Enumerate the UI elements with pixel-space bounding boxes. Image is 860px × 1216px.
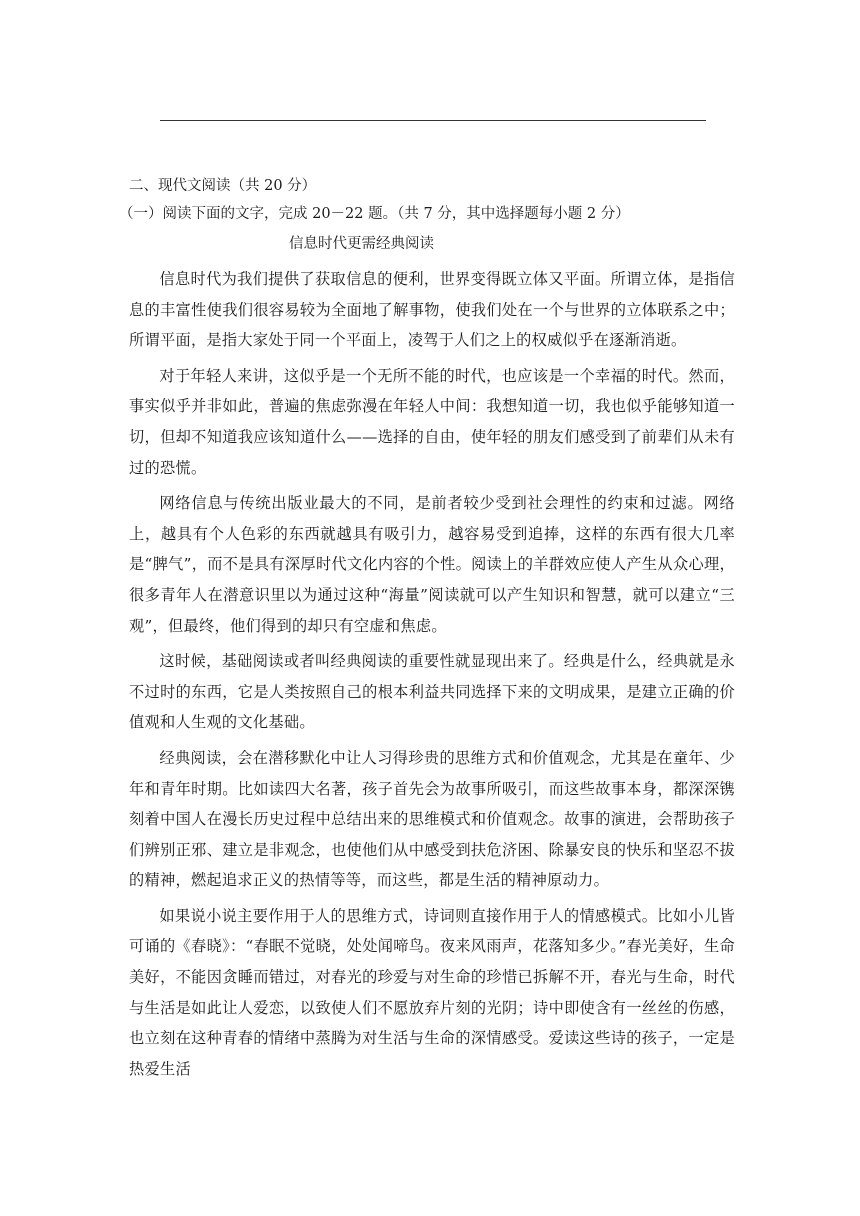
- paragraph-2: 对于年轻人来讲，这似乎是一个无所不能的时代，也应该是一个幸福的时代。然而，事实似乎并非如此，普遍的焦虑弥漫在年轻人中间：我想知道一切，我也似乎能够知道一切，但却不知道我应该知道什么——选择的自由，使年轻的朋友们感受到了前辈们从未有过的恐慌。: [129, 366, 735, 477]
- paragraph-4: 这时候，基础阅读或者叫经典阅读的重要性就显现出来了。经典是什么，经典就是永不过时的东西，它是人类按照自己的根本利益共同选择下来的文明成果，是建立正确的价值观和人生观的文化基础。: [129, 652, 735, 732]
- paragraph-1: 信息时代为我们提供了获取信息的便利，世界变得既立体又平面。所谓立体，是指信息的丰富性使我们很容易较为全面地了解事物，使我们处在一个与世界的立体联系之中；所谓平面，是指大家处于同一个平面上，凌驾于人们之上的权威似乎在逐渐消逝。: [129, 270, 735, 350]
- section-heading: 二、现代文阅读（共 20 分）: [129, 178, 317, 194]
- header-rule: [160, 120, 706, 121]
- article-title: 信息时代更需经典阅读: [289, 236, 434, 252]
- document-body: [119, 176, 735, 1089]
- paragraph-3: 网络信息与传统出版业最大的不同，是前者较少受到社会理性的约束和过滤。网络上，越具有个人色彩的东西就越具有吸引力，越容易受到追捧，这样的东西有很大几率是“脾气”，而不是具有深厚时代文化内容的个性。阅读上的羊群效应使人产生从众心理，很多青年人在潜意识里以为通过这种“海量”阅读就可以产生知识和智慧，就可以建立“三观”，但最终，他们得到的却只有空虚和焦虑。: [129, 494, 735, 635]
- paragraph-5: 经典阅读，会在潜移默化中让人习得珍贵的思维方式和价值观念，尤其是在童年、少年和青年时期。比如读四大名著，孩子首先会为故事所吸引，而这些故事本身，都深深镌刻着中国人在漫长历史过程中总结出来的思维模式和价值观念。故事的演进，会帮助孩子们辨别正邪、建立是非观念，也使他们从中感受到扶危济困、除暴安良的快乐和坚忍不拔的精神，燃起追求正义的热情等等，而这些，都是生活的精神原动力。: [129, 748, 735, 890]
- paragraph-6: 如果说小说主要作用于人的思维方式，诗词则直接作用于人的情感模式。比如小儿皆可诵的《春晓》：“春眠不觉晓，处处闻啼鸟。夜来风雨声，花落知多少。”春光美好，生命美好，不能因贪睡而错过，对春光的珍爱与对生命的珍惜已拆解不开，春光与生命，时代与生活是如此让人爱恋，以致使人们不愿放弃片刻的光阴；诗中即使含有一丝丝的伤感，也立刻在这种青春的情绪中蒸腾为对生活与生命的深情感受。爱读这些诗的孩子，一定是热爱生活: [129, 906, 735, 1078]
- question-instruction: （一）阅读下面的文字，完成 20－22 题。（共 7 分，其中选择题每小题 2 分）: [119, 206, 630, 222]
